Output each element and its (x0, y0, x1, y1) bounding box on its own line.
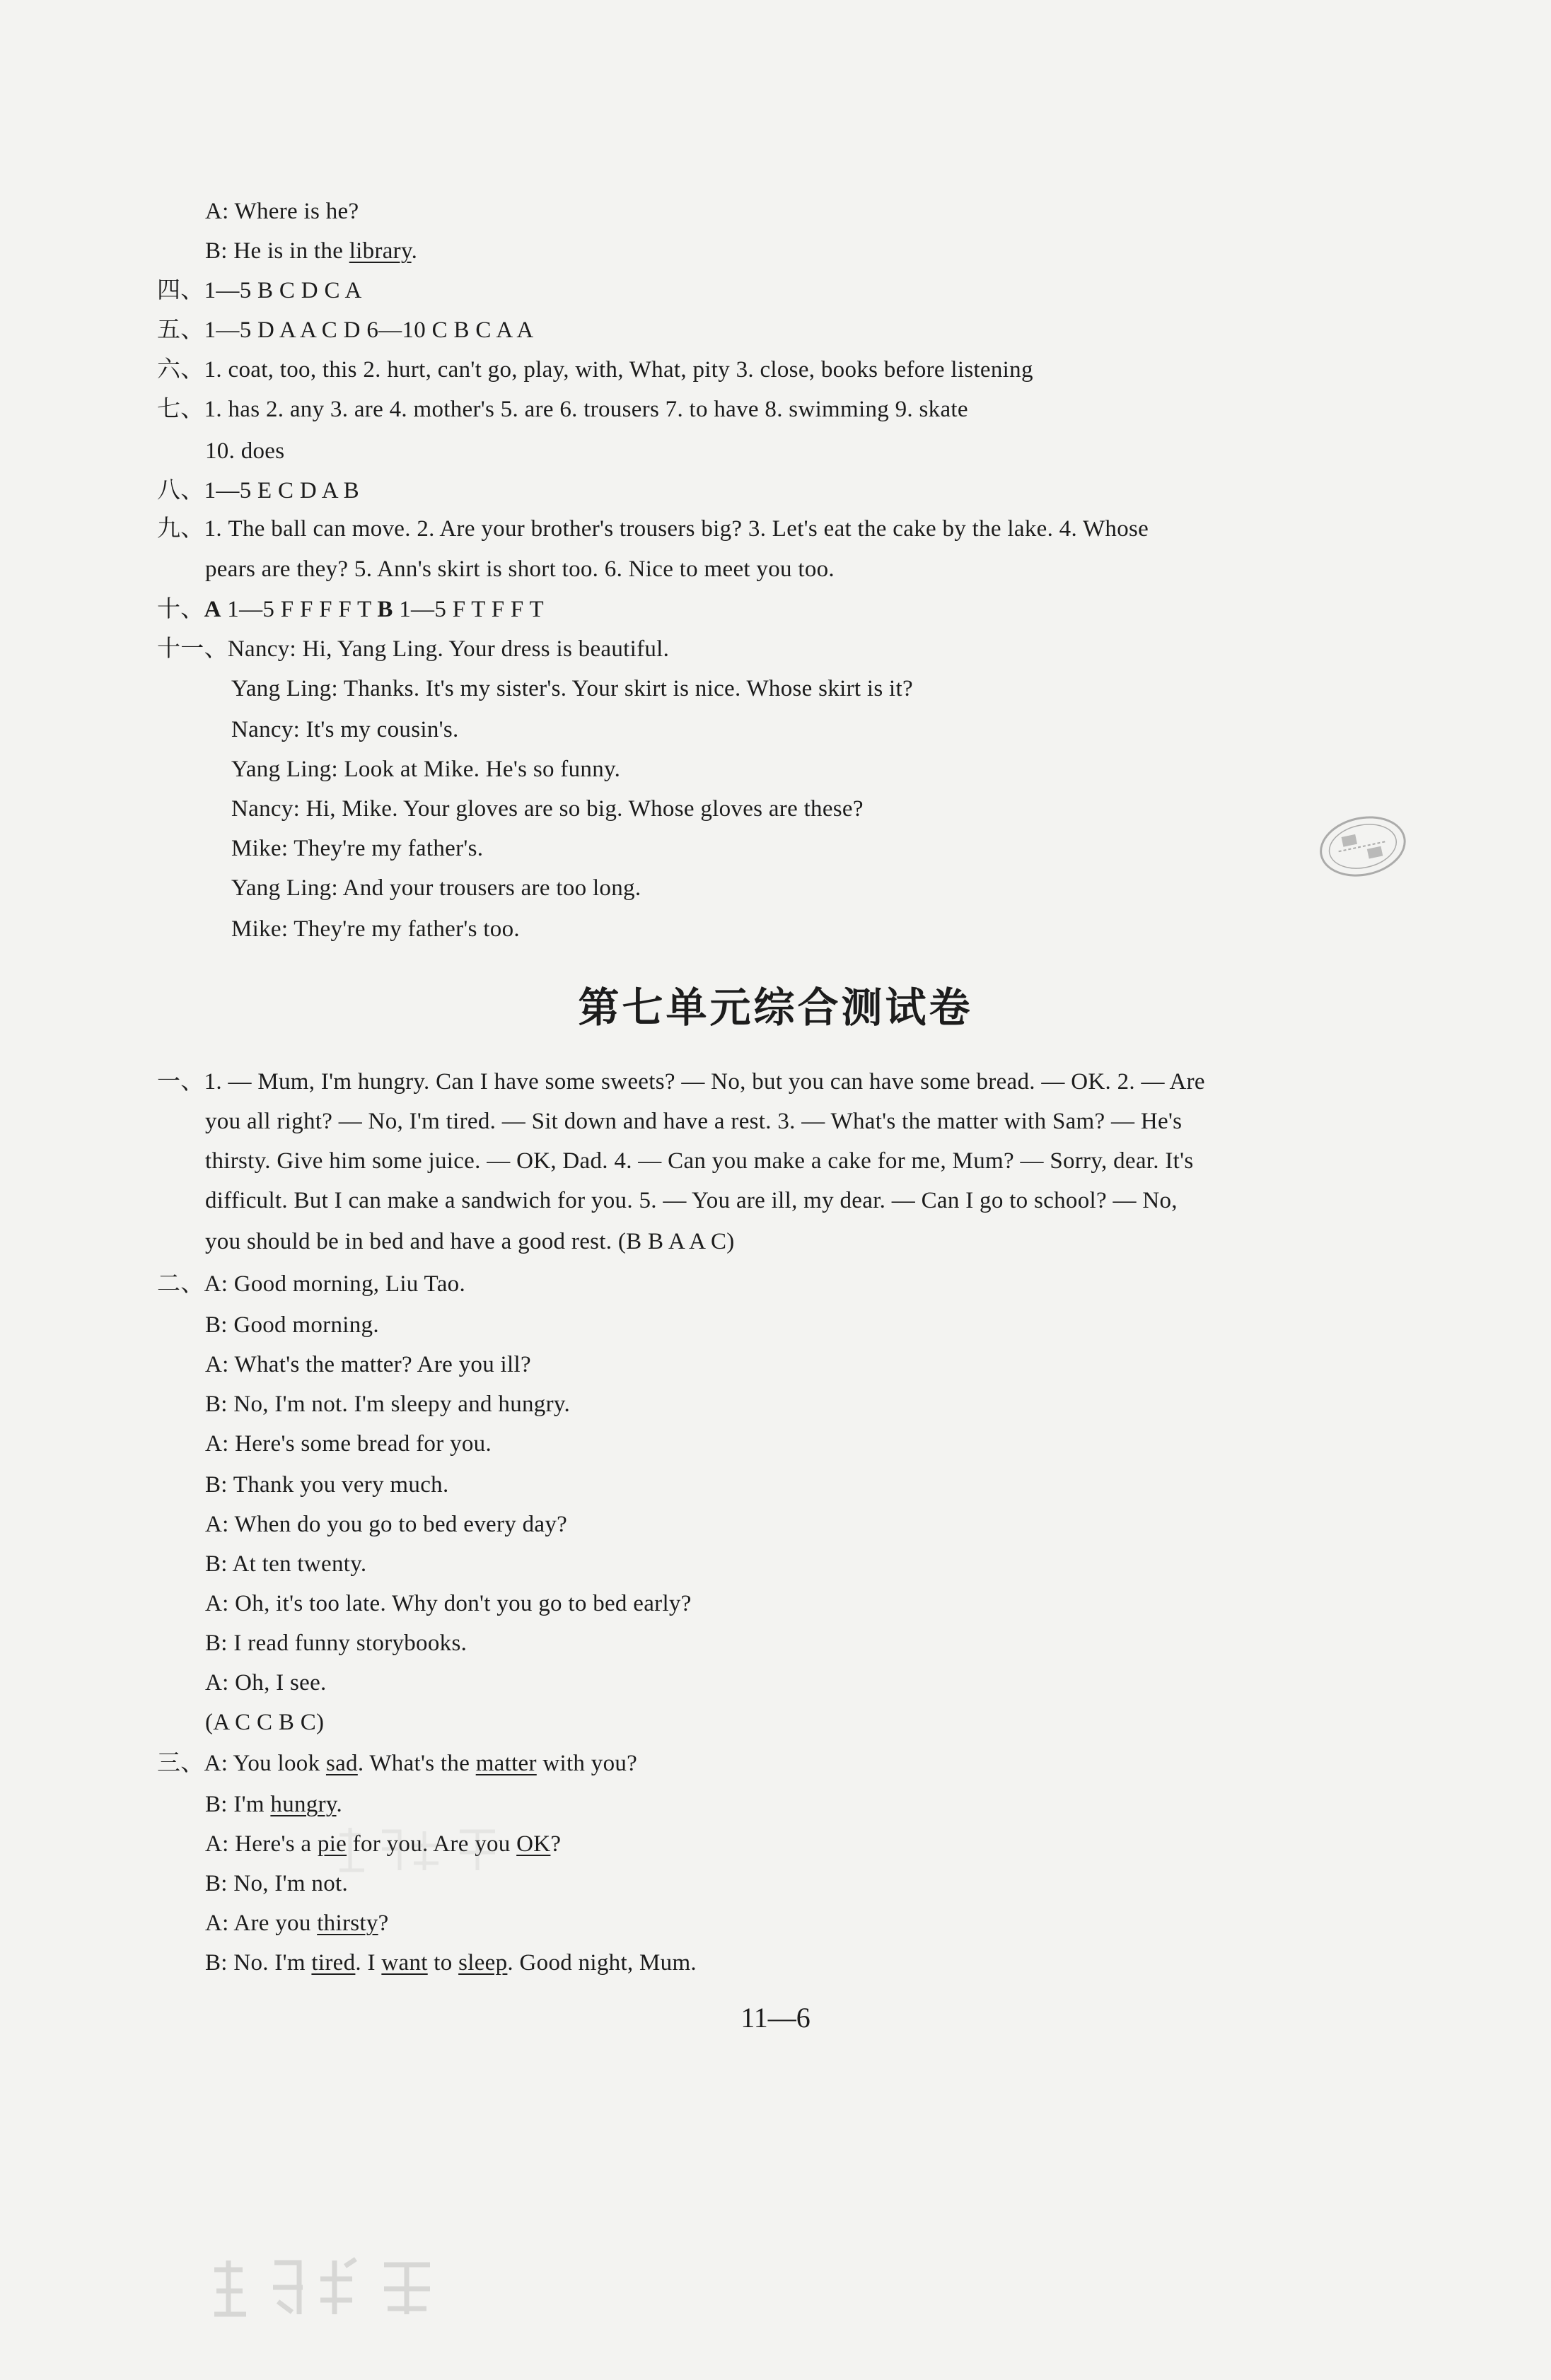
underlined-answer: matter (475, 1751, 537, 1776)
section-2-line: B: At ten twenty. (205, 1551, 367, 1577)
underlined-answer: sleep (458, 1950, 508, 1976)
section-7-answers-cont: 10. does (205, 438, 285, 464)
dialogue-line: B: He is in the library. (205, 238, 418, 264)
section-4-answers: 四、1—5 B C D C A (157, 278, 362, 303)
underlined-answer: tired (311, 1950, 356, 1976)
section-1-line: you all right? — No, I'm tired. — Sit down and have a rest. 3. — What's the matter with Sam? — He's (205, 1109, 1183, 1134)
section-1-line: thirsty. Give him some juice. — OK, Dad. 4. — Can you make a cake for me, Mum? — Sorry, dear. It's (205, 1148, 1194, 1174)
section-1-line: difficult. But I can make a sandwich for you. 5. — You are ill, my dear. — Can I go to school? — No, (205, 1188, 1178, 1213)
section-11-line: 十一、Nancy: Hi, Yang Ling. Your dress is beautiful. (157, 636, 670, 662)
underlined-answer: OK (516, 1831, 551, 1857)
section-8-answers: 八、1—5 E C D A B (157, 478, 359, 503)
section-2-line: B: No, I'm not. I'm sleepy and hungry. (205, 1392, 571, 1417)
section-11-line: Mike: They're my father's too. (231, 916, 520, 942)
section-1-line: 一、1. — Mum, I'm hungry. Can I have some sweets? — No, but you can have some bread. — OK. 2. — Are (157, 1069, 1205, 1095)
section-2-line: B: Thank you very much. (205, 1472, 449, 1498)
page-title: 第七单元综合测试卷 (578, 984, 973, 1032)
section-11-line: Nancy: Hi, Mike. Your gloves are so big. Whose gloves are these? (231, 796, 864, 822)
section-3-line: A: Here's a pie for you. Are you OK? (205, 1831, 562, 1857)
watermark-logo-icon (332, 1821, 509, 1877)
section-11-line: Nancy: It's my cousin's. (231, 717, 459, 742)
underlined-answer: want (381, 1950, 428, 1976)
part-b-label: B (377, 597, 393, 622)
stamp-icon (1311, 805, 1415, 889)
section-2-line: B: Good morning. (205, 1312, 379, 1338)
section-1-line: you should be in bed and have a good rest. (B B A A C) (205, 1229, 735, 1254)
underlined-answer: library (349, 238, 412, 264)
underlined-answer: sad (325, 1751, 358, 1776)
underlined-answer: hungry (270, 1792, 337, 1817)
section-2-line: A: What's the matter? Are you ill? (205, 1352, 531, 1377)
section-2-line: 二、A: Good morning, Liu Tao. (157, 1271, 465, 1297)
section-10-answers: 十、A 1—5 F F F F T B 1—5 F T F F T (157, 597, 544, 622)
section-6-answers: 六、1. coat, too, this 2. hurt, can't go, play, with, What, pity 3. close, books before listening (157, 357, 1033, 383)
section-11-line: Yang Ling: Thanks. It's my sister's. Your skirt is nice. Whose skirt is it? (231, 676, 913, 701)
section-9-answers-cont: pears are they? 5. Ann's skirt is short too. 6. Nice to meet you too. (205, 556, 835, 582)
page-number: 11—6 (740, 2002, 811, 2034)
underlined-answer: pie (317, 1831, 347, 1857)
section-2-line: A: Oh, it's too late. Why don't you go to bed early? (205, 1591, 692, 1616)
section-3-line: 三、A: You look sad. What's the matter with you? (157, 1751, 638, 1776)
watermark-logo-icon (204, 2252, 458, 2323)
section-2-line: B: I read funny storybooks. (205, 1631, 467, 1656)
section-3-line: B: I'm hungry. (205, 1792, 343, 1817)
section-11-line: Yang Ling: Look at Mike. He's so funny. (231, 757, 621, 782)
section-9-answers: 九、1. The ball can move. 2. Are your brother's trousers big? 3. Let's eat the cake by the lake. 4. Whose (157, 516, 1149, 542)
section-3-line: B: No. I'm tired. I want to sleep. Good night, Mum. (205, 1950, 697, 1976)
section-2-line: A: Here's some bread for you. (205, 1431, 492, 1457)
section-2-line: A: When do you go to bed every day? (205, 1512, 568, 1537)
section-7-answers: 七、1. has 2. any 3. are 4. mother's 5. are 6. trousers 7. to have 8. swimming 9. skate (157, 397, 968, 422)
underlined-answer: thirsty (317, 1911, 378, 1936)
section-3-line: A: Are you thirsty? (205, 1911, 389, 1936)
section-2-answers: (A C C B C) (205, 1710, 325, 1735)
section-3-line: B: No, I'm not. (205, 1871, 349, 1896)
section-11-line: Yang Ling: And your trousers are too long. (231, 875, 641, 901)
dialogue-line: A: Where is he? (205, 199, 359, 224)
part-a-label: A (204, 597, 221, 622)
section-2-line: A: Oh, I see. (205, 1670, 327, 1696)
section-11-line: Mike: They're my father's. (231, 836, 484, 861)
section-5-answers: 五、1—5 D A A C D 6—10 C B C A A (157, 317, 534, 343)
